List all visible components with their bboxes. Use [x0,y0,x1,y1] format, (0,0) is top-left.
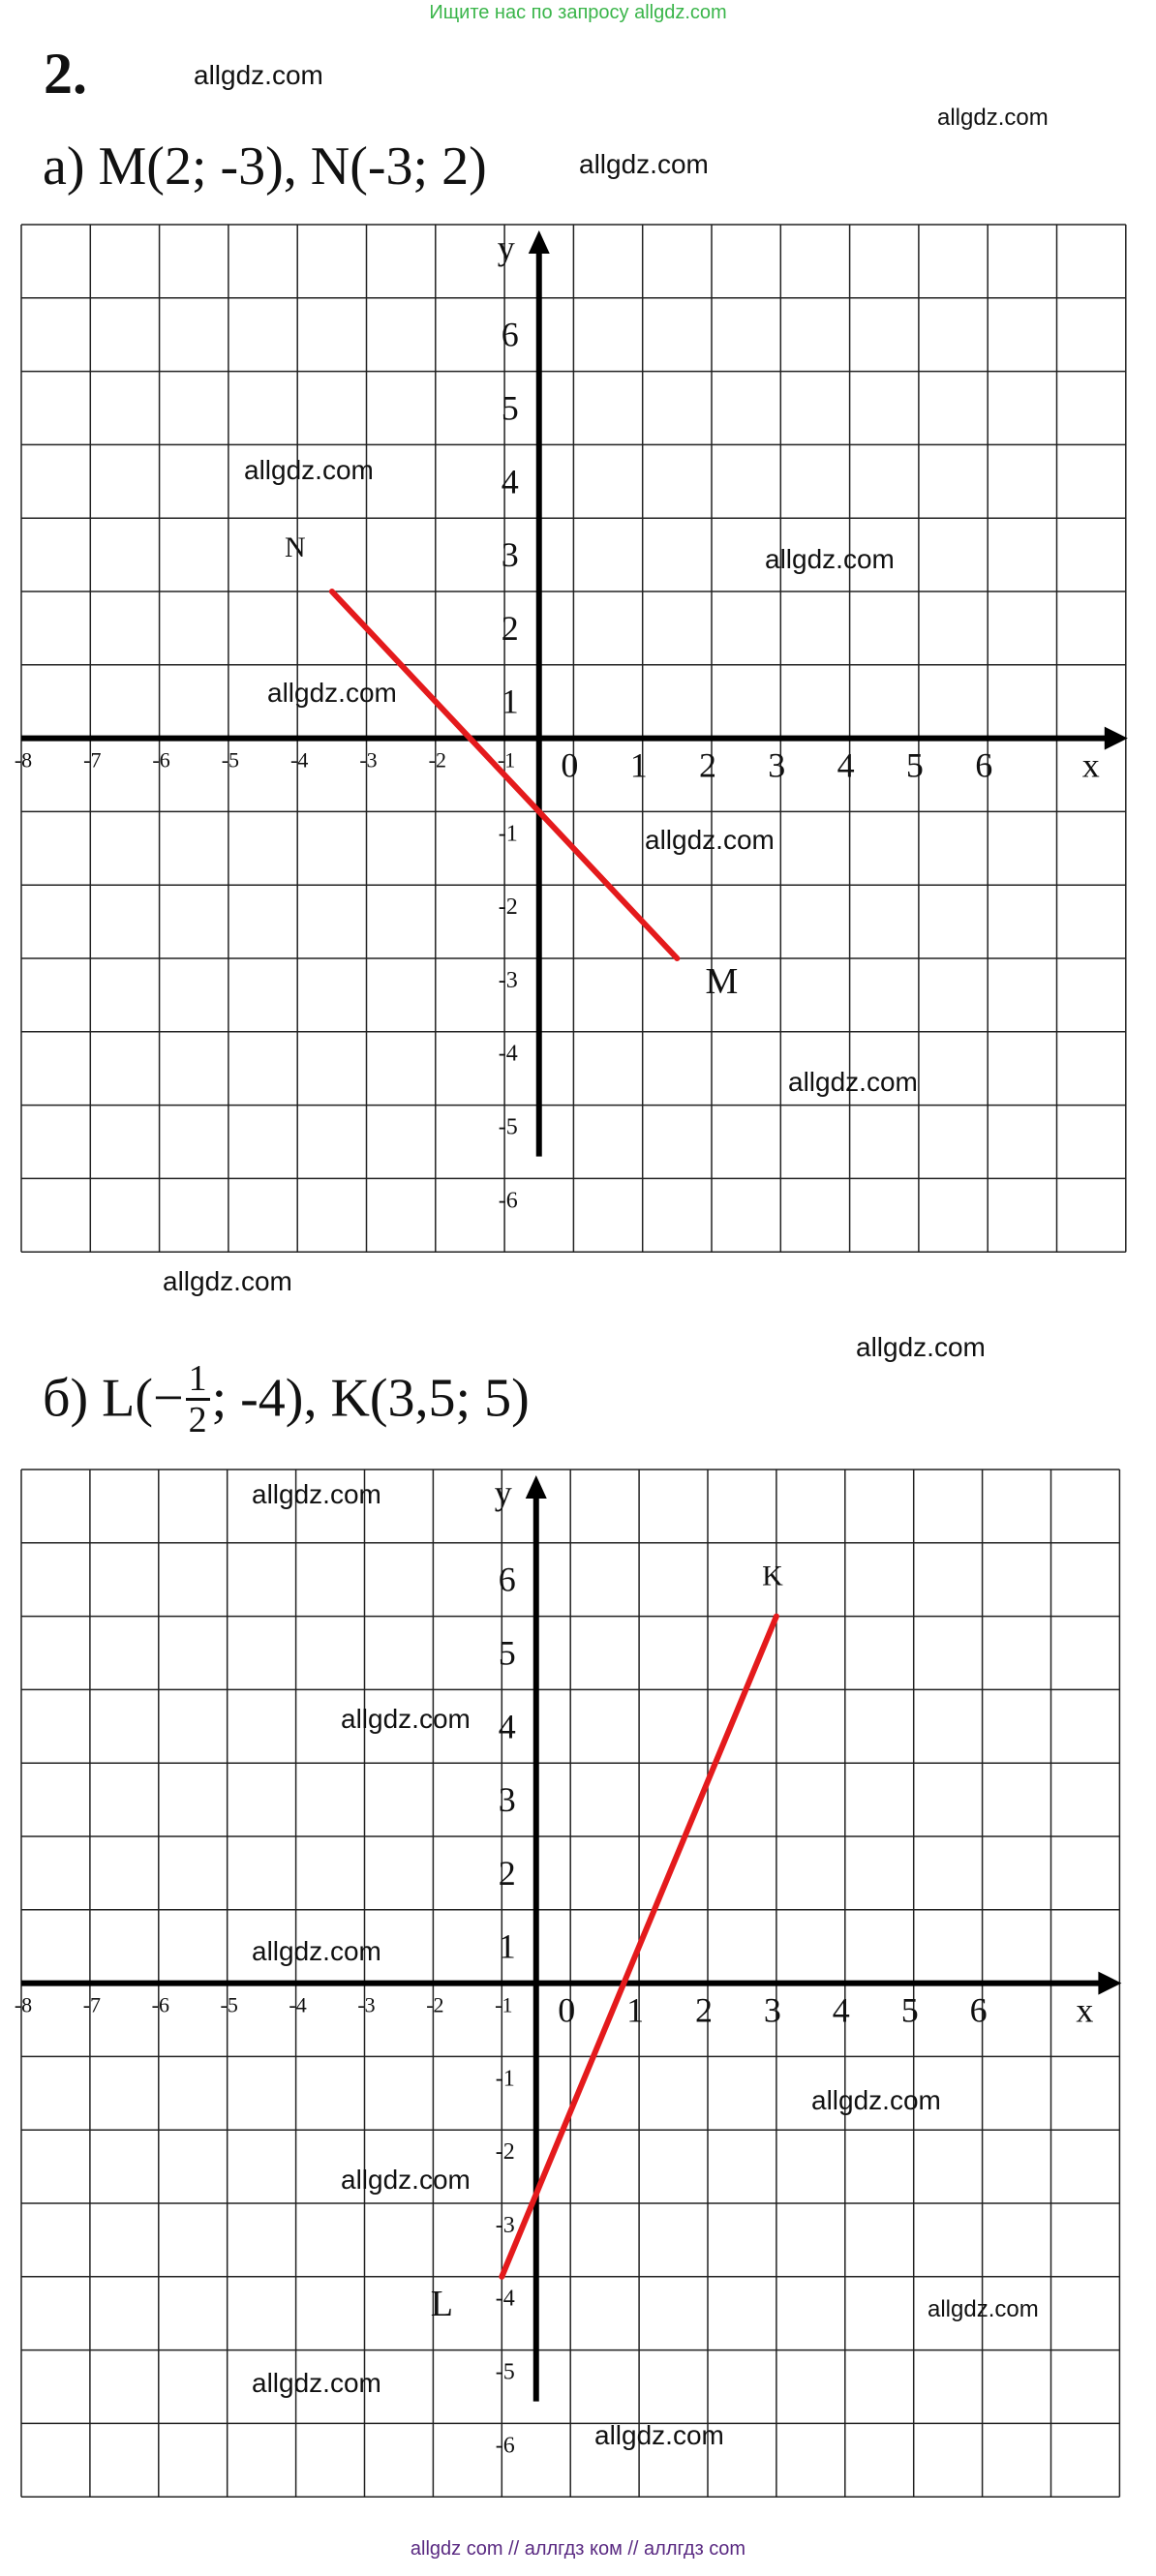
y-tick-label: -1 [498,821,518,847]
x-tick-label: -5 [220,1992,238,2017]
x-axis-label: x [1076,1990,1094,2030]
y-tick-label: -5 [495,2359,515,2385]
x-tick-label: 0 [558,1990,576,2030]
x-tick-label: 3 [768,745,786,785]
y-axis-label: y [494,1473,512,1512]
x-tick-label: 0 [561,745,579,785]
x-tick-label: -1 [495,1992,513,2017]
y-tick-label: -3 [498,967,518,993]
y-tick-label: -2 [495,2139,515,2166]
y-tick-label: 2 [501,608,519,648]
watermark: allgdz.com [252,1479,381,1509]
x-tick-label: 6 [969,1990,988,2030]
watermark: allgdz.com [856,1332,986,1362]
y-tick-label: 4 [498,1707,516,1746]
x-tick-label: -8 [14,747,33,773]
x-tick-label: 5 [900,1990,919,2030]
watermark: allgdz.com [928,2296,1039,2322]
y-tick-label: -4 [498,1041,518,1067]
watermark: allgdz.com [267,678,397,708]
y-tick-label: 5 [498,1633,516,1673]
watermark: allgdz.com [811,2085,941,2115]
watermark: allgdz.com [341,1704,471,1734]
fraction-numerator: 1 [186,1359,210,1401]
x-tick-label: 1 [626,1990,645,2030]
watermark: allgdz.com [645,825,775,855]
watermark: allgdz.com [341,2165,471,2195]
point-label-K: K [762,1560,783,1592]
x-tick-label: 4 [837,745,855,785]
watermark: allgdz.com [788,1067,918,1097]
x-axis-arrow-icon [1098,1972,1121,1995]
x-tick-label: -6 [151,1992,169,2017]
x-tick-label: -2 [428,747,446,773]
y-tick-label: 1 [498,1926,516,1966]
x-tick-label: 1 [629,745,648,785]
x-tick-label: -4 [290,747,309,773]
x-tick-label: -4 [289,1992,307,2017]
top-banner[interactable]: Ищите нас по запросу allgdz.com [429,2,727,23]
point-label-M: M [705,961,739,1002]
point-label-N: N [285,531,306,563]
part-b-title-minus: − [153,1368,184,1429]
y-tick-label: 4 [501,462,519,501]
watermark: allgdz.com [937,105,1049,131]
y-tick-label: -4 [495,2286,515,2312]
y-tick-label: -6 [498,1188,518,1214]
x-tick-label: 2 [695,1990,713,2030]
x-tick-label: 6 [975,745,993,785]
x-axis-label: x [1081,745,1100,785]
point-label-L: L [430,2283,453,2324]
y-tick-label: 6 [498,1560,516,1599]
x-tick-label: 2 [699,745,716,785]
x-tick-label: -8 [14,1992,33,2017]
y-tick-label: 3 [498,1780,516,1820]
y-tick-label: 3 [501,535,519,575]
part-b-title-suffix: ; -4), K(3,5; 5) [211,1368,530,1429]
y-axis-arrow-icon [526,1475,547,1499]
y-axis-label: y [497,228,515,267]
x-tick-label: -3 [357,1992,376,2017]
x-tick-label: -3 [359,747,378,773]
x-tick-label: 5 [905,745,924,785]
x-tick-label: -1 [497,747,516,773]
part-a-title: а) M(2; -3), N(-3; 2) [43,136,487,197]
y-tick-label: 6 [501,315,519,354]
y-tick-label: -3 [495,2212,515,2238]
x-tick-label: -6 [152,747,170,773]
fraction-denominator: 2 [188,1400,207,1440]
y-tick-label: 1 [501,682,519,721]
footer-links[interactable]: allgdz com // аллгдз ком // аллгдз com [410,2538,746,2560]
x-tick-label: -7 [82,1992,102,2017]
watermark: allgdz.com [252,1936,381,1966]
part-b-title-prefix: б) L( [43,1368,153,1429]
y-tick-label: -5 [498,1114,518,1140]
x-tick-label: -2 [426,1992,444,2017]
watermark: allgdz.com [252,2368,381,2398]
y-tick-label: 2 [498,1853,516,1893]
watermark: allgdz.com [765,544,895,574]
watermark: allgdz.com [244,455,374,485]
y-tick-label: -6 [495,2433,515,2459]
task-number: 2. [44,42,87,106]
x-tick-label: -5 [221,747,240,773]
watermark: allgdz.com [163,1266,292,1296]
watermark: allgdz.com [579,149,709,179]
y-tick-label: -1 [495,2066,515,2092]
x-tick-label: -7 [83,747,102,773]
y-tick-label: 5 [501,388,519,428]
x-tick-label: 3 [763,1990,781,2030]
y-tick-label: -2 [498,894,518,921]
x-tick-label: 4 [832,1990,850,2030]
watermark: allgdz.com [594,2420,724,2450]
watermark: allgdz.com [194,60,323,90]
